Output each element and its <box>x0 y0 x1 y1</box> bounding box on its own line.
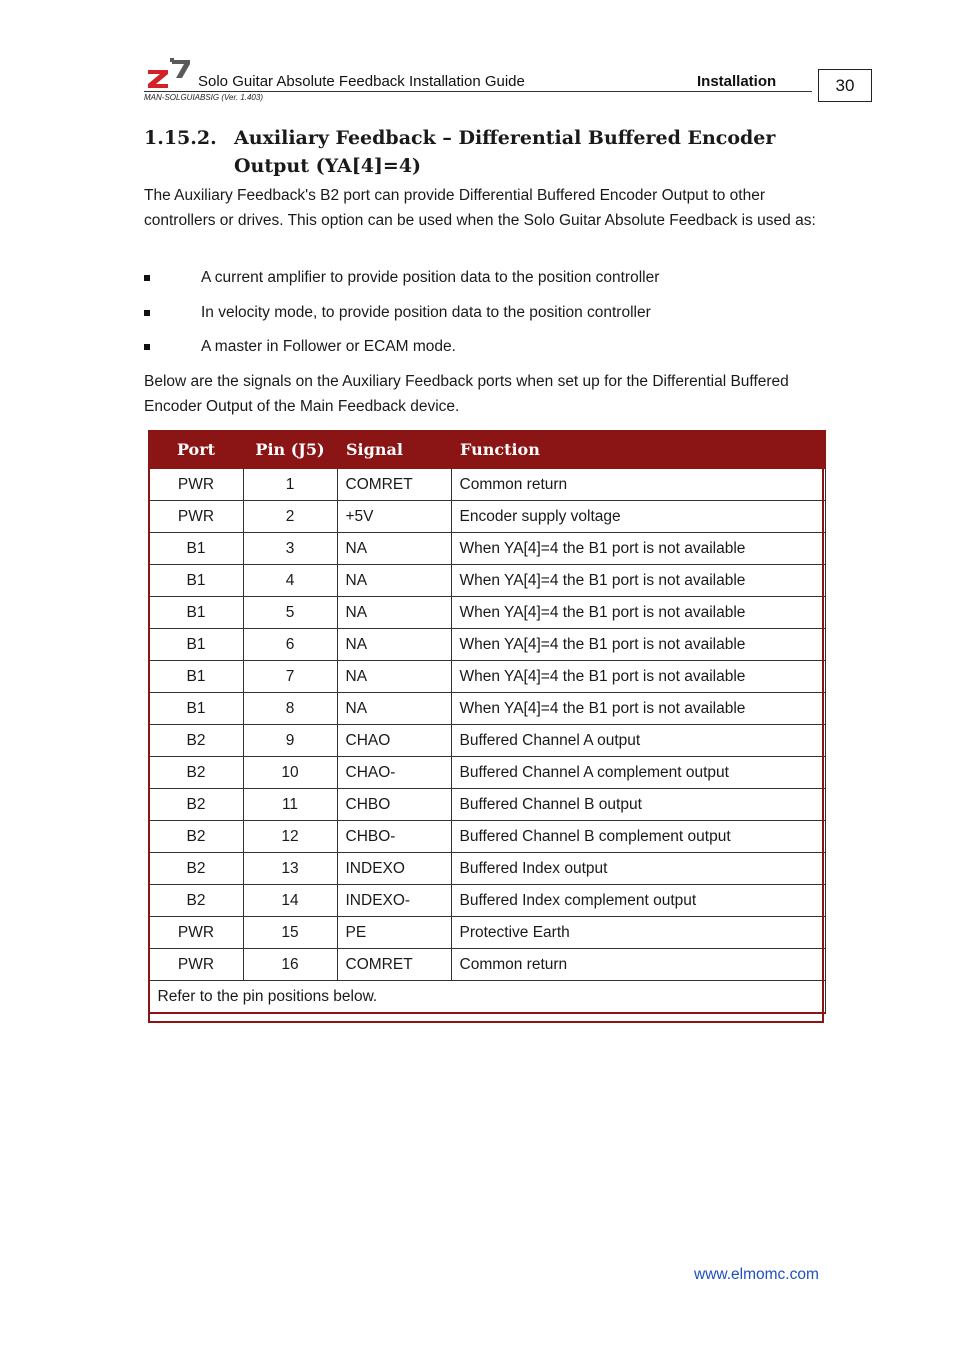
section-title: Auxiliary Feedback – Differential Buffered Encoder Output (YA[4]=4) <box>234 127 776 177</box>
function-cell: Buffered Channel A complement output <box>451 757 825 789</box>
port-cell: B2 <box>149 757 243 789</box>
pin-cell: 12 <box>243 821 337 853</box>
list-item <box>144 335 834 359</box>
function-cell: When YA[4]=4 the B1 port is not available <box>451 661 825 693</box>
signal-cell: CHAO <box>337 725 451 757</box>
section-number: 1.15.2. <box>144 127 217 149</box>
website-link[interactable]: www.elmomc.com <box>694 1266 819 1283</box>
signal-cell: CHAO- <box>337 757 451 789</box>
port-cell: PWR <box>149 468 243 501</box>
signal-cell: +5V <box>337 501 451 533</box>
table-row <box>149 501 825 533</box>
list-item-text: A master in Follower or ECAM mode. <box>201 338 456 355</box>
column-header-port: Port <box>149 431 243 468</box>
table-row <box>149 629 825 661</box>
bullet-icon <box>144 310 150 316</box>
port-cell: B2 <box>149 885 243 917</box>
pin-cell: 2 <box>243 501 337 533</box>
port-cell: B1 <box>149 597 243 629</box>
function-cell: When YA[4]=4 the B1 port is not available <box>451 533 825 565</box>
table-row <box>149 661 825 693</box>
elmo-logo <box>148 58 190 88</box>
document-code: MAN-SOLGUIABSIG (Ver. 1.403) <box>144 93 263 102</box>
function-cell: Buffered Channel A output <box>451 725 825 757</box>
table-row <box>149 533 825 565</box>
pin-cell: 7 <box>243 661 337 693</box>
function-cell: Common return <box>451 468 825 501</box>
port-cell: PWR <box>149 949 243 981</box>
signal-cell: NA <box>337 661 451 693</box>
table-row <box>149 789 825 821</box>
signal-cell: INDEXO- <box>337 885 451 917</box>
table-footnote: Refer to the pin positions below. <box>149 981 825 1014</box>
port-cell: B2 <box>149 821 243 853</box>
below-paragraph: Below are the signals on the Auxiliary Feedback ports when set up for the Differential Buffered Encoder Output of the Main Feedback device. <box>144 373 789 415</box>
function-cell: Buffered Channel B output <box>451 789 825 821</box>
pin-cell: 16 <box>243 949 337 981</box>
pin-cell: 3 <box>243 533 337 565</box>
page-header <box>144 56 876 106</box>
pin-cell: 1 <box>243 468 337 501</box>
table-header-row <box>149 431 825 468</box>
list-item <box>144 301 834 325</box>
table-row <box>149 757 825 789</box>
table-footnote-row <box>149 981 825 1014</box>
list-item-text: A current amplifier to provide position data to the position controller <box>201 269 660 286</box>
column-header-signal: Signal <box>337 431 451 468</box>
signal-cell: NA <box>337 565 451 597</box>
signal-cell: COMRET <box>337 468 451 501</box>
port-cell: B1 <box>149 533 243 565</box>
table-row <box>149 693 825 725</box>
signal-cell: INDEXO <box>337 853 451 885</box>
pin-cell: 9 <box>243 725 337 757</box>
port-cell: B1 <box>149 629 243 661</box>
function-cell: Buffered Index output <box>451 853 825 885</box>
signal-cell: CHBO- <box>337 821 451 853</box>
function-cell: Protective Earth <box>451 917 825 949</box>
pin-cell: 5 <box>243 597 337 629</box>
document-title: Solo Guitar Absolute Feedback Installation Guide <box>198 73 525 90</box>
function-cell: Common return <box>451 949 825 981</box>
bullet-icon <box>144 344 150 350</box>
function-cell: Encoder supply voltage <box>451 501 825 533</box>
pin-table <box>148 430 826 1014</box>
header-divider <box>144 91 812 92</box>
pin-cell: 14 <box>243 885 337 917</box>
column-header-function: Function <box>451 431 825 468</box>
pin-cell: 11 <box>243 789 337 821</box>
signal-cell: PE <box>337 917 451 949</box>
signal-cell: COMRET <box>337 949 451 981</box>
port-cell: B1 <box>149 565 243 597</box>
port-cell: B2 <box>149 725 243 757</box>
page-number: 30 <box>818 69 872 102</box>
port-cell: B2 <box>149 853 243 885</box>
port-cell: B1 <box>149 693 243 725</box>
table-row <box>149 468 825 501</box>
signal-cell: NA <box>337 693 451 725</box>
pin-cell: 15 <box>243 917 337 949</box>
signal-cell: NA <box>337 533 451 565</box>
table-row <box>149 853 825 885</box>
pin-cell: 8 <box>243 693 337 725</box>
function-cell: When YA[4]=4 the B1 port is not available <box>451 565 825 597</box>
table-row <box>149 597 825 629</box>
function-cell: When YA[4]=4 the B1 port is not available <box>451 629 825 661</box>
table-row <box>149 885 825 917</box>
function-cell: Buffered Index complement output <box>451 885 825 917</box>
signal-cell: NA <box>337 597 451 629</box>
table-row <box>149 949 825 981</box>
column-header-pin: Pin (J5) <box>243 431 337 468</box>
intro-paragraph: The Auxiliary Feedback's B2 port can provide Differential Buffered Encoder Output to other controllers or drives. This option can be used when the Solo Guitar Absolute Feedback is used as: <box>144 187 816 229</box>
function-cell: Buffered Channel B complement output <box>451 821 825 853</box>
table-row <box>149 725 825 757</box>
port-cell: B1 <box>149 661 243 693</box>
header-section-name: Installation <box>697 73 777 90</box>
pin-cell: 10 <box>243 757 337 789</box>
list-item <box>144 266 834 290</box>
pin-cell: 4 <box>243 565 337 597</box>
function-cell: When YA[4]=4 the B1 port is not available <box>451 597 825 629</box>
list-item-text: In velocity mode, to provide position data to the position controller <box>201 304 651 321</box>
bullet-icon <box>144 275 150 281</box>
table-row <box>149 917 825 949</box>
pin-cell: 13 <box>243 853 337 885</box>
signal-cell: CHBO <box>337 789 451 821</box>
port-cell: PWR <box>149 917 243 949</box>
table-row <box>149 821 825 853</box>
port-cell: PWR <box>149 501 243 533</box>
table-row <box>149 565 825 597</box>
pin-cell: 6 <box>243 629 337 661</box>
signal-cell: NA <box>337 629 451 661</box>
function-cell: When YA[4]=4 the B1 port is not available <box>451 693 825 725</box>
port-cell: B2 <box>149 789 243 821</box>
